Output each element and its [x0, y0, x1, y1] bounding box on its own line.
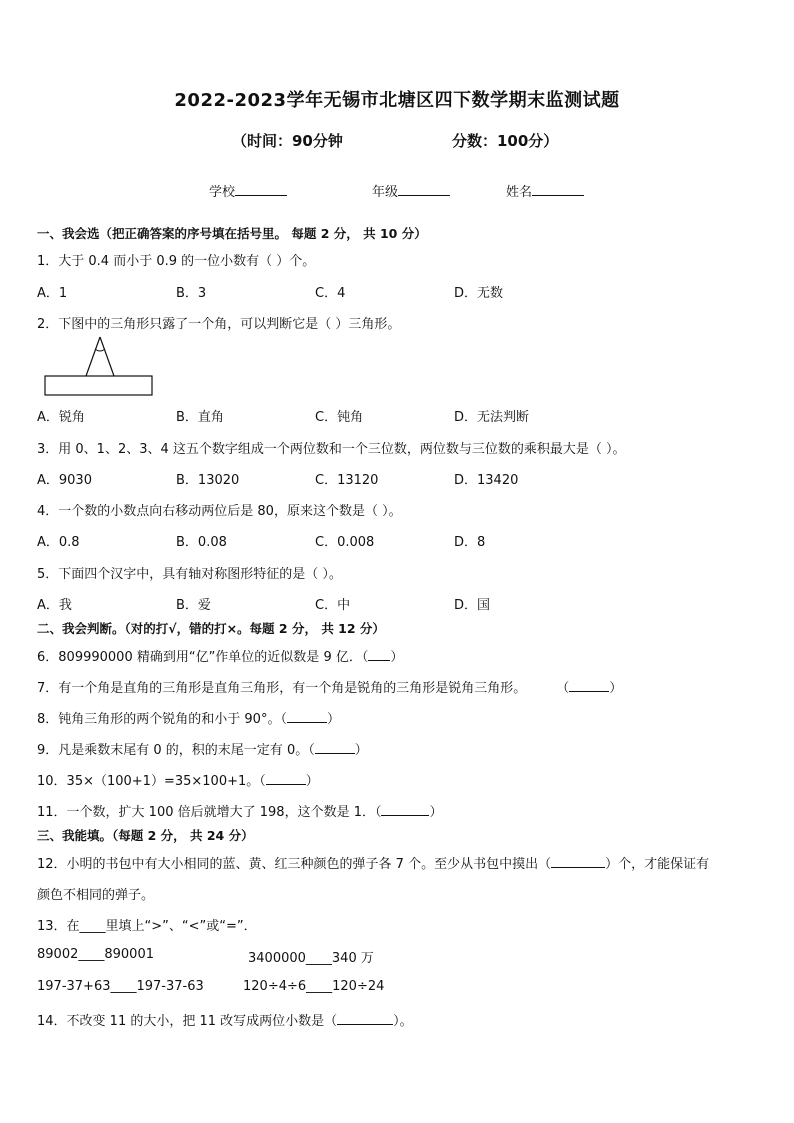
q3-option-c: C．13120	[315, 473, 379, 488]
school-field: 学校	[209, 181, 287, 200]
q5-option-c: C．中	[315, 598, 351, 613]
q4-option-c: C．0.008	[315, 535, 375, 550]
q2-option-c: C．钝角	[315, 410, 364, 425]
section-3-heading: 三、我能填。（每题 2 分， 共 24 分）	[37, 828, 254, 843]
q14-answer-blank[interactable]	[337, 1012, 393, 1025]
page-title: 2022-2023学年无锡市北塘区四下数学期末监测试题	[174, 90, 620, 111]
section-1-heading: 一、我会选（把正确答案的序号填在括号里。 每题 2 分， 共 10 分）	[37, 226, 427, 241]
score-info: 分数：100分）	[452, 132, 559, 150]
q3-option-b: B．13020	[176, 473, 240, 488]
q1-option-c: C．4	[315, 286, 346, 301]
q11-answer-blank[interactable]	[381, 803, 429, 816]
q1-option-b: B．3	[176, 286, 207, 301]
question-3: 3．用 0、1、2、3、4 这五个数字组成一个两位数和一个三位数，两位数与三位数的乘积最大是（ ）。	[37, 442, 626, 457]
section-2-heading: 二、我会判断。（对的打√，错的打×。每题 2 分， 共 12 分）	[37, 621, 385, 636]
q9-answer-blank[interactable]	[315, 741, 355, 754]
question-7: 7．有一个角是直角的三角形是直角三角形，有一个角是锐角的三角形是锐角三角形。 （ ）	[37, 681, 623, 696]
time-info: （时间：90分钟	[232, 132, 343, 150]
question-6: 6．809990000 精确到用“亿”作单位的近似数是 9 亿．（ ）	[37, 650, 404, 665]
school-blank[interactable]	[235, 183, 287, 196]
question-8: 8．钝角三角形的两个锐角的和小于 90°。（ ）	[37, 712, 340, 727]
q4-option-d: D．8	[454, 535, 486, 550]
question-11: 11．一个数，扩大 100 倍后就增大了 198，这个数是 1．（ ）	[37, 805, 443, 820]
q13-compare-3: 197-37+63____197-37-63	[37, 979, 204, 994]
q13-compare-4: 120÷4÷6____120÷24	[243, 979, 385, 994]
q8-answer-blank[interactable]	[287, 710, 327, 723]
q5-option-a: A．我	[37, 598, 72, 613]
grade-field: 年级	[372, 181, 450, 200]
q1-option-d: D．无数	[454, 286, 504, 301]
q4-option-b: B．0.08	[176, 535, 227, 550]
q7-answer-blank[interactable]	[569, 679, 609, 692]
question-12: 12．小明的书包中有大小相同的蓝、黄、红三种颜色的弹子各 7 个。至少从书包中摸出（ ）个，才能保证有	[37, 857, 710, 872]
grade-blank[interactable]	[398, 183, 450, 196]
question-10: 10．35×（100+1）=35×100+1。（ ）	[37, 774, 319, 789]
question-12-continued: 颜色不相同的弹子。	[37, 888, 155, 903]
q2-option-d: D．无法判断	[454, 410, 530, 425]
q13-compare-1: 89002____890001	[37, 947, 154, 962]
q5-option-d: D．国	[454, 598, 491, 613]
question-4: 4．一个数的小数点向右移动两位后是 80，原来这个数是（ ）。	[37, 504, 402, 519]
q13-compare-2: 3400000____340 万	[248, 951, 374, 966]
question-9: 9．凡是乘数末尾有 0 的，积的末尾一定有 0。（ ）	[37, 743, 368, 758]
q5-option-b: B．爱	[176, 598, 211, 613]
question-1: 1．大于 0.4 而小于 0.9 的一位小数有（ ）个。	[37, 254, 316, 269]
q12-answer-blank[interactable]	[551, 855, 605, 868]
question-5: 5．下面四个汉字中，具有轴对称图形特征的是（ ）。	[37, 567, 342, 582]
question-2: 2．下图中的三角形只露了一个角，可以判断它是（ ）三角形。	[37, 317, 401, 332]
name-blank[interactable]	[532, 183, 584, 196]
name-field: 姓名	[506, 181, 584, 200]
question-14: 14．不改变 11 的大小，把 11 改写成两位小数是（ ）。	[37, 1014, 413, 1029]
triangle-figure	[44, 333, 156, 397]
q6-answer-blank[interactable]	[368, 648, 390, 661]
q3-option-d: D．13420	[454, 473, 519, 488]
q2-option-b: B．直角	[176, 410, 224, 425]
q2-option-a: A．锐角	[37, 410, 85, 425]
q1-option-a: A．1	[37, 286, 68, 301]
q10-answer-blank[interactable]	[266, 772, 306, 785]
q3-option-a: A．9030	[37, 473, 92, 488]
question-13: 13．在____里填上“>”、“<”或“=”．	[37, 919, 257, 934]
q4-option-a: A．0.8	[37, 535, 80, 550]
